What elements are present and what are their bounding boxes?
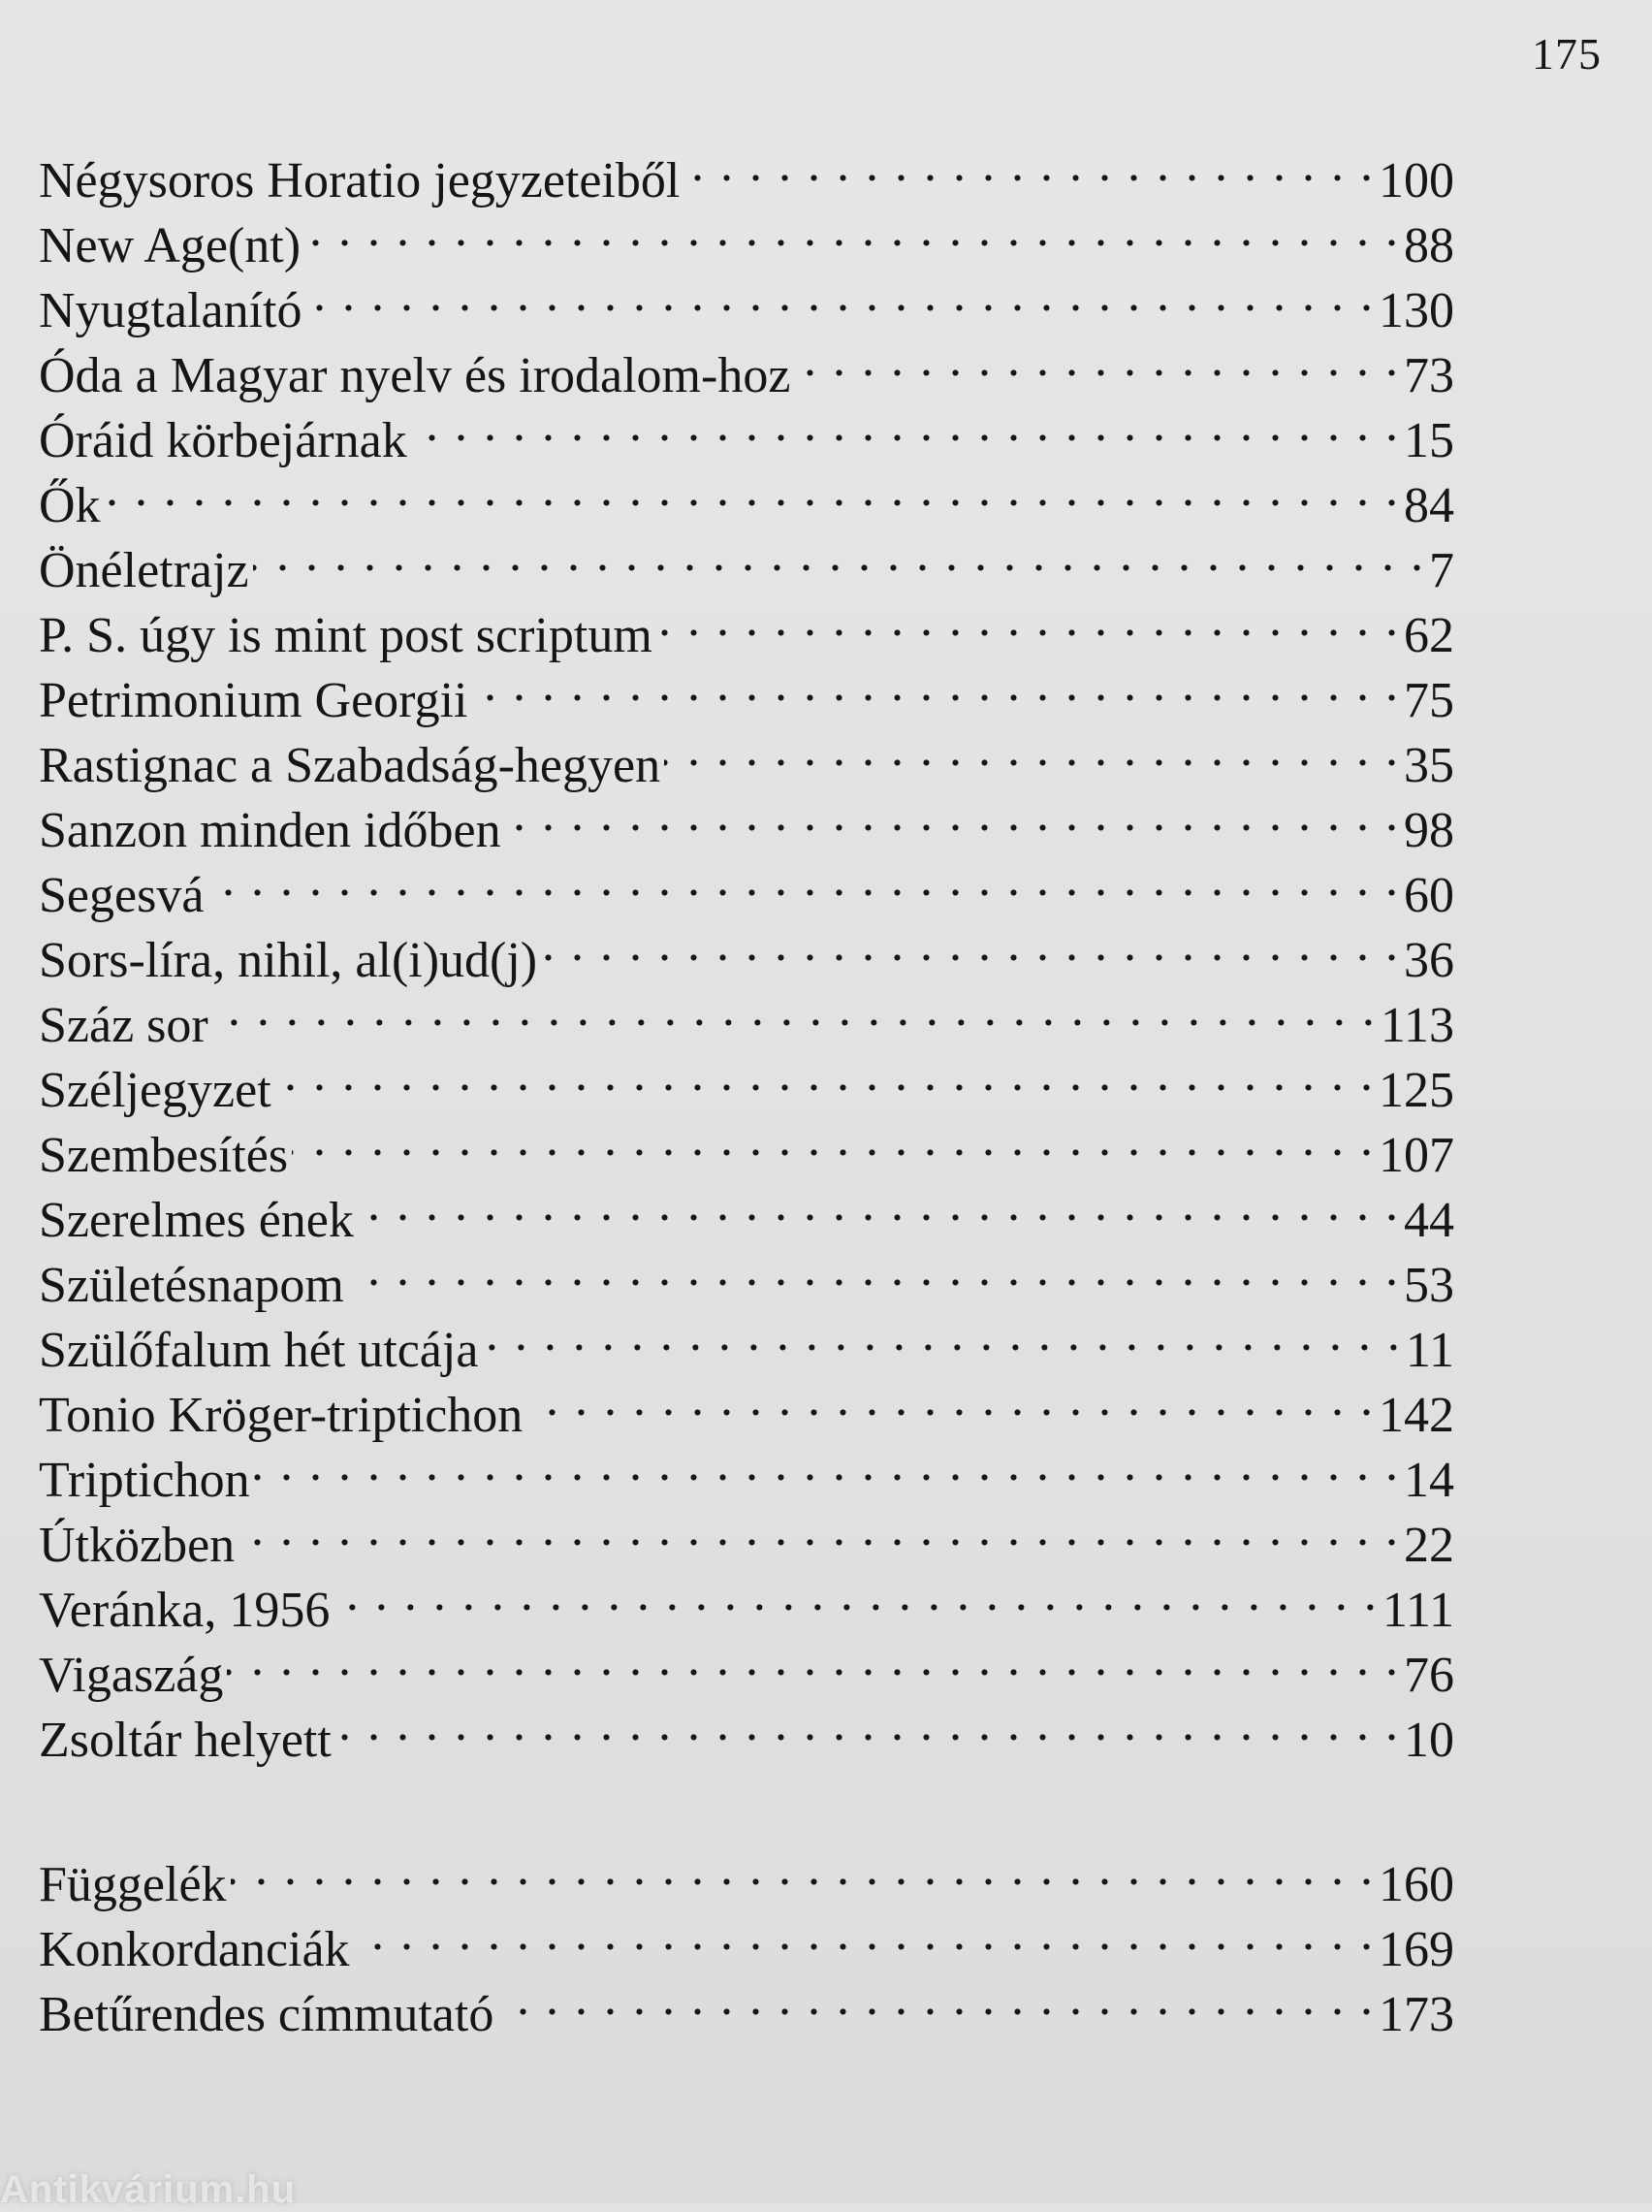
toc-entry	[39, 1836, 1454, 1912]
toc-entry-page: 130	[1379, 283, 1454, 338]
toc-entry-page: 14	[1404, 1453, 1454, 1508]
dot-leader	[664, 717, 1400, 782]
toc-entry	[39, 1042, 1454, 1118]
dot-leader	[292, 1106, 1375, 1171]
dot-leader	[482, 1301, 1402, 1366]
toc-entry	[39, 457, 1454, 533]
toc-entry-page: 173	[1379, 1987, 1454, 2042]
dot-leader	[306, 262, 1375, 327]
dot-leader	[497, 1966, 1375, 2031]
toc-entry-title: Útközben	[39, 1518, 236, 1573]
dot-leader	[541, 912, 1400, 977]
toc-entry-page: 35	[1404, 738, 1454, 793]
toc-entry	[39, 912, 1454, 988]
toc-entry-page: 169	[1379, 1922, 1454, 1977]
toc-entry	[39, 847, 1454, 923]
toc-entry	[39, 1561, 1454, 1638]
toc-entry-title: P. S. úgy is mint post scriptum	[39, 608, 652, 663]
toc-entry-title: Sors-líra, nihil, al(i)ud(j)	[39, 933, 538, 988]
toc-entry-title: Nyugtalanító	[39, 283, 302, 338]
toc-entry	[39, 1901, 1454, 1977]
toc-entry	[39, 977, 1454, 1053]
toc-entry-title: Zsoltár helyett	[39, 1713, 332, 1768]
toc-entry-page: 22	[1404, 1518, 1454, 1573]
toc-entry-page: 75	[1404, 673, 1454, 728]
dot-leader	[227, 1626, 1400, 1691]
toc-entry-page: 53	[1404, 1258, 1454, 1313]
toc-entry-page: 36	[1404, 933, 1454, 988]
toc-entry-page: 100	[1379, 153, 1454, 208]
toc-entry-title: Segesvá	[39, 868, 205, 923]
dot-leader	[348, 1236, 1400, 1301]
toc-entry-title: Sanzon minden időben	[39, 803, 501, 858]
toc-entry-page: 60	[1404, 868, 1454, 923]
toc-entry-title: Konkordanciák	[39, 1922, 350, 1977]
toc-entry	[39, 1496, 1454, 1573]
dot-leader	[411, 392, 1400, 457]
dot-leader	[358, 1171, 1400, 1236]
dot-leader	[275, 1042, 1375, 1106]
toc-entry-title: Ők	[39, 478, 101, 533]
table-of-contents	[39, 132, 1454, 1768]
toc-entry-title: Széljegyzet	[39, 1063, 271, 1118]
toc-entry-title: Születésnapom	[39, 1258, 344, 1313]
toc-entry	[39, 1626, 1454, 1703]
toc-entry-page: 7	[1429, 543, 1454, 598]
toc-entry-page: 76	[1404, 1648, 1454, 1703]
toc-entry-title: Petrimonium Georgii	[39, 673, 468, 728]
dot-leader	[238, 1496, 1400, 1561]
toc-entry-title: Óráid körbejárnak	[39, 413, 407, 468]
toc-entry	[39, 522, 1454, 598]
toc-entry-title: Szülőfalum hét utcája	[39, 1323, 479, 1378]
toc-entry-title: Száz sor	[39, 998, 208, 1053]
toc-entry-title: Rastignac a Szabadság-hegyen	[39, 738, 661, 793]
toc-entry-page: 10	[1404, 1713, 1454, 1768]
toc-entry-page: 11	[1405, 1323, 1454, 1378]
toc-entry-page: 111	[1382, 1583, 1454, 1638]
page-number: 175	[1532, 29, 1602, 79]
dot-leader	[794, 327, 1400, 392]
toc-entry	[39, 587, 1454, 663]
dot-leader	[231, 1836, 1375, 1901]
toc-entry-title: New Age(nt)	[39, 218, 302, 273]
dot-leader	[105, 457, 1400, 522]
toc-entry-title: Függelék	[39, 1857, 227, 1912]
dot-leader	[335, 1691, 1400, 1756]
dot-leader	[207, 847, 1400, 912]
dot-leader	[505, 782, 1400, 847]
dot-leader	[354, 1901, 1375, 1966]
toc-entry-page: 84	[1404, 478, 1454, 533]
toc-entry-page: 88	[1404, 218, 1454, 273]
dot-leader	[683, 132, 1375, 197]
watermark: Antikvárium.hu	[0, 2168, 297, 2211]
toc-entry-title: Szembesítés	[39, 1128, 289, 1183]
toc-entry-title: Betűrendes címmutató	[39, 1987, 494, 2042]
dot-leader	[254, 1431, 1400, 1496]
toc-entry-title: Szerelmes ének	[39, 1193, 354, 1248]
toc-entry-page: 142	[1379, 1388, 1454, 1443]
toc-entry-title: Óda a Magyar nyelv és irodalom-hoz	[39, 348, 791, 403]
toc-entry	[39, 1691, 1454, 1768]
dot-leader	[253, 522, 1425, 587]
toc-entry-page: 113	[1380, 998, 1454, 1053]
toc-entry-page: 62	[1404, 608, 1454, 663]
dot-leader	[471, 652, 1400, 717]
toc-entry-page: 107	[1379, 1128, 1454, 1183]
toc-entry-title: Vigaszág	[39, 1648, 224, 1703]
toc-entry-page: 98	[1404, 803, 1454, 858]
toc-entry-title: Négysoros Horatio jegyzeteiből	[39, 153, 681, 208]
toc-entry-page: 73	[1404, 348, 1454, 403]
toc-entry-title: Önéletrajz	[39, 543, 249, 598]
dot-leader	[334, 1561, 1379, 1626]
toc-entry-page: 15	[1404, 413, 1454, 468]
toc-entry-title: Triptichon	[39, 1453, 250, 1508]
toc-entry-title: Tonio Kröger-triptichon	[39, 1388, 524, 1443]
appendix-contents	[39, 1836, 1454, 2042]
dot-leader	[212, 977, 1377, 1042]
toc-entry	[39, 132, 1454, 208]
toc-entry-title: Veránka, 1956	[39, 1583, 331, 1638]
dot-leader	[656, 587, 1400, 652]
toc-entry-page: 125	[1379, 1063, 1454, 1118]
dot-leader	[526, 1366, 1375, 1431]
dot-leader	[304, 197, 1400, 262]
toc-entry-page: 160	[1379, 1857, 1454, 1912]
toc-entry-page: 44	[1404, 1193, 1454, 1248]
